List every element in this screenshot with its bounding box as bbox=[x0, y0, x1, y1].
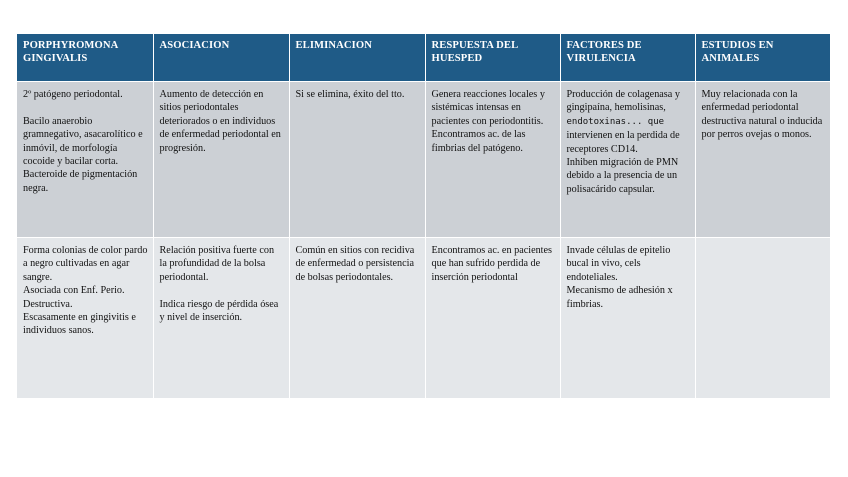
cell-eliminacion: Común en sitios con recidiva de enfermedad o persistencia de bolsas periodontales. bbox=[289, 238, 425, 399]
cell-asociacion: Relación positiva fuerte con la profundidad de la bolsa periodontal. Indica riesgo de pérdida ósea y nivel de inserción. bbox=[153, 238, 289, 399]
cell-eliminacion: Si se elimina, éxito del tto. bbox=[289, 82, 425, 238]
header-factores-virulencia: FACTORES DE VIRULENCIA bbox=[560, 34, 695, 82]
cell-descripcion: Forma colonias de color pardo a negro cultivadas en agar sangre. Asociada con Enf. Perio. Destructiva. Escasamente en gingivitis e individuos sanos. bbox=[17, 238, 153, 399]
cell-respuesta: Genera reacciones locales y sistémicas intensas en pacientes con periodontitis. Encontramos ac. de las fimbrias del patógeno. bbox=[425, 82, 560, 238]
cell-factores-text-mono: endotoxinas... que bbox=[566, 116, 665, 127]
table-header-row bbox=[17, 34, 830, 82]
header-asociacion: ASOCIACION bbox=[153, 34, 289, 82]
header-eliminacion: ELIMINACION bbox=[289, 34, 425, 82]
cell-respuesta: Encontramos ac. en pacientes que han sufrido perdida de inserción periodontal bbox=[425, 238, 560, 399]
header-estudios-animales: ESTUDIOS EN ANIMALES bbox=[695, 34, 830, 82]
cell-factores-text-b: intervienen en la perdida de receptores CD14. Inhiben migración de PMN debido a la presencia de un polisacárido capsular. bbox=[566, 130, 680, 195]
header-organism: PORPHYROMONA GINGIVALIS bbox=[17, 34, 153, 82]
cell-factores bbox=[560, 82, 695, 238]
cell-estudios: Muy relacionada con la enfermedad periodontal destructiva natural o inducida por perros ovejas o monos. bbox=[695, 82, 830, 238]
cell-estudios bbox=[695, 238, 830, 399]
cell-factores-text-a: Producción de colagenasa y gingipaína, hemolisinas, bbox=[566, 89, 680, 114]
slide-table-container bbox=[17, 34, 830, 399]
table-row bbox=[17, 82, 830, 238]
cell-asociacion: Aumento de detección en sitios periodontales deteriorados o en individuos de enfermedad periodontal en progresión. bbox=[153, 82, 289, 238]
table-row bbox=[17, 238, 830, 399]
porphyromonas-table bbox=[17, 34, 830, 399]
cell-factores: Invade células de epitelio bucal in vivo, cels endoteliales. Mecanismo de adhesión x fimbrias. bbox=[560, 238, 695, 399]
header-respuesta-huesped: RESPUESTA DEL HUESPED bbox=[425, 34, 560, 82]
cell-descripcion: 2º patógeno periodontal. Bacilo anaerobio gramnegativo, asacarolítico e inmóvil, de morfología cocoide y bacilar corta. Bacteroide de pigmentación negra. bbox=[17, 82, 153, 238]
